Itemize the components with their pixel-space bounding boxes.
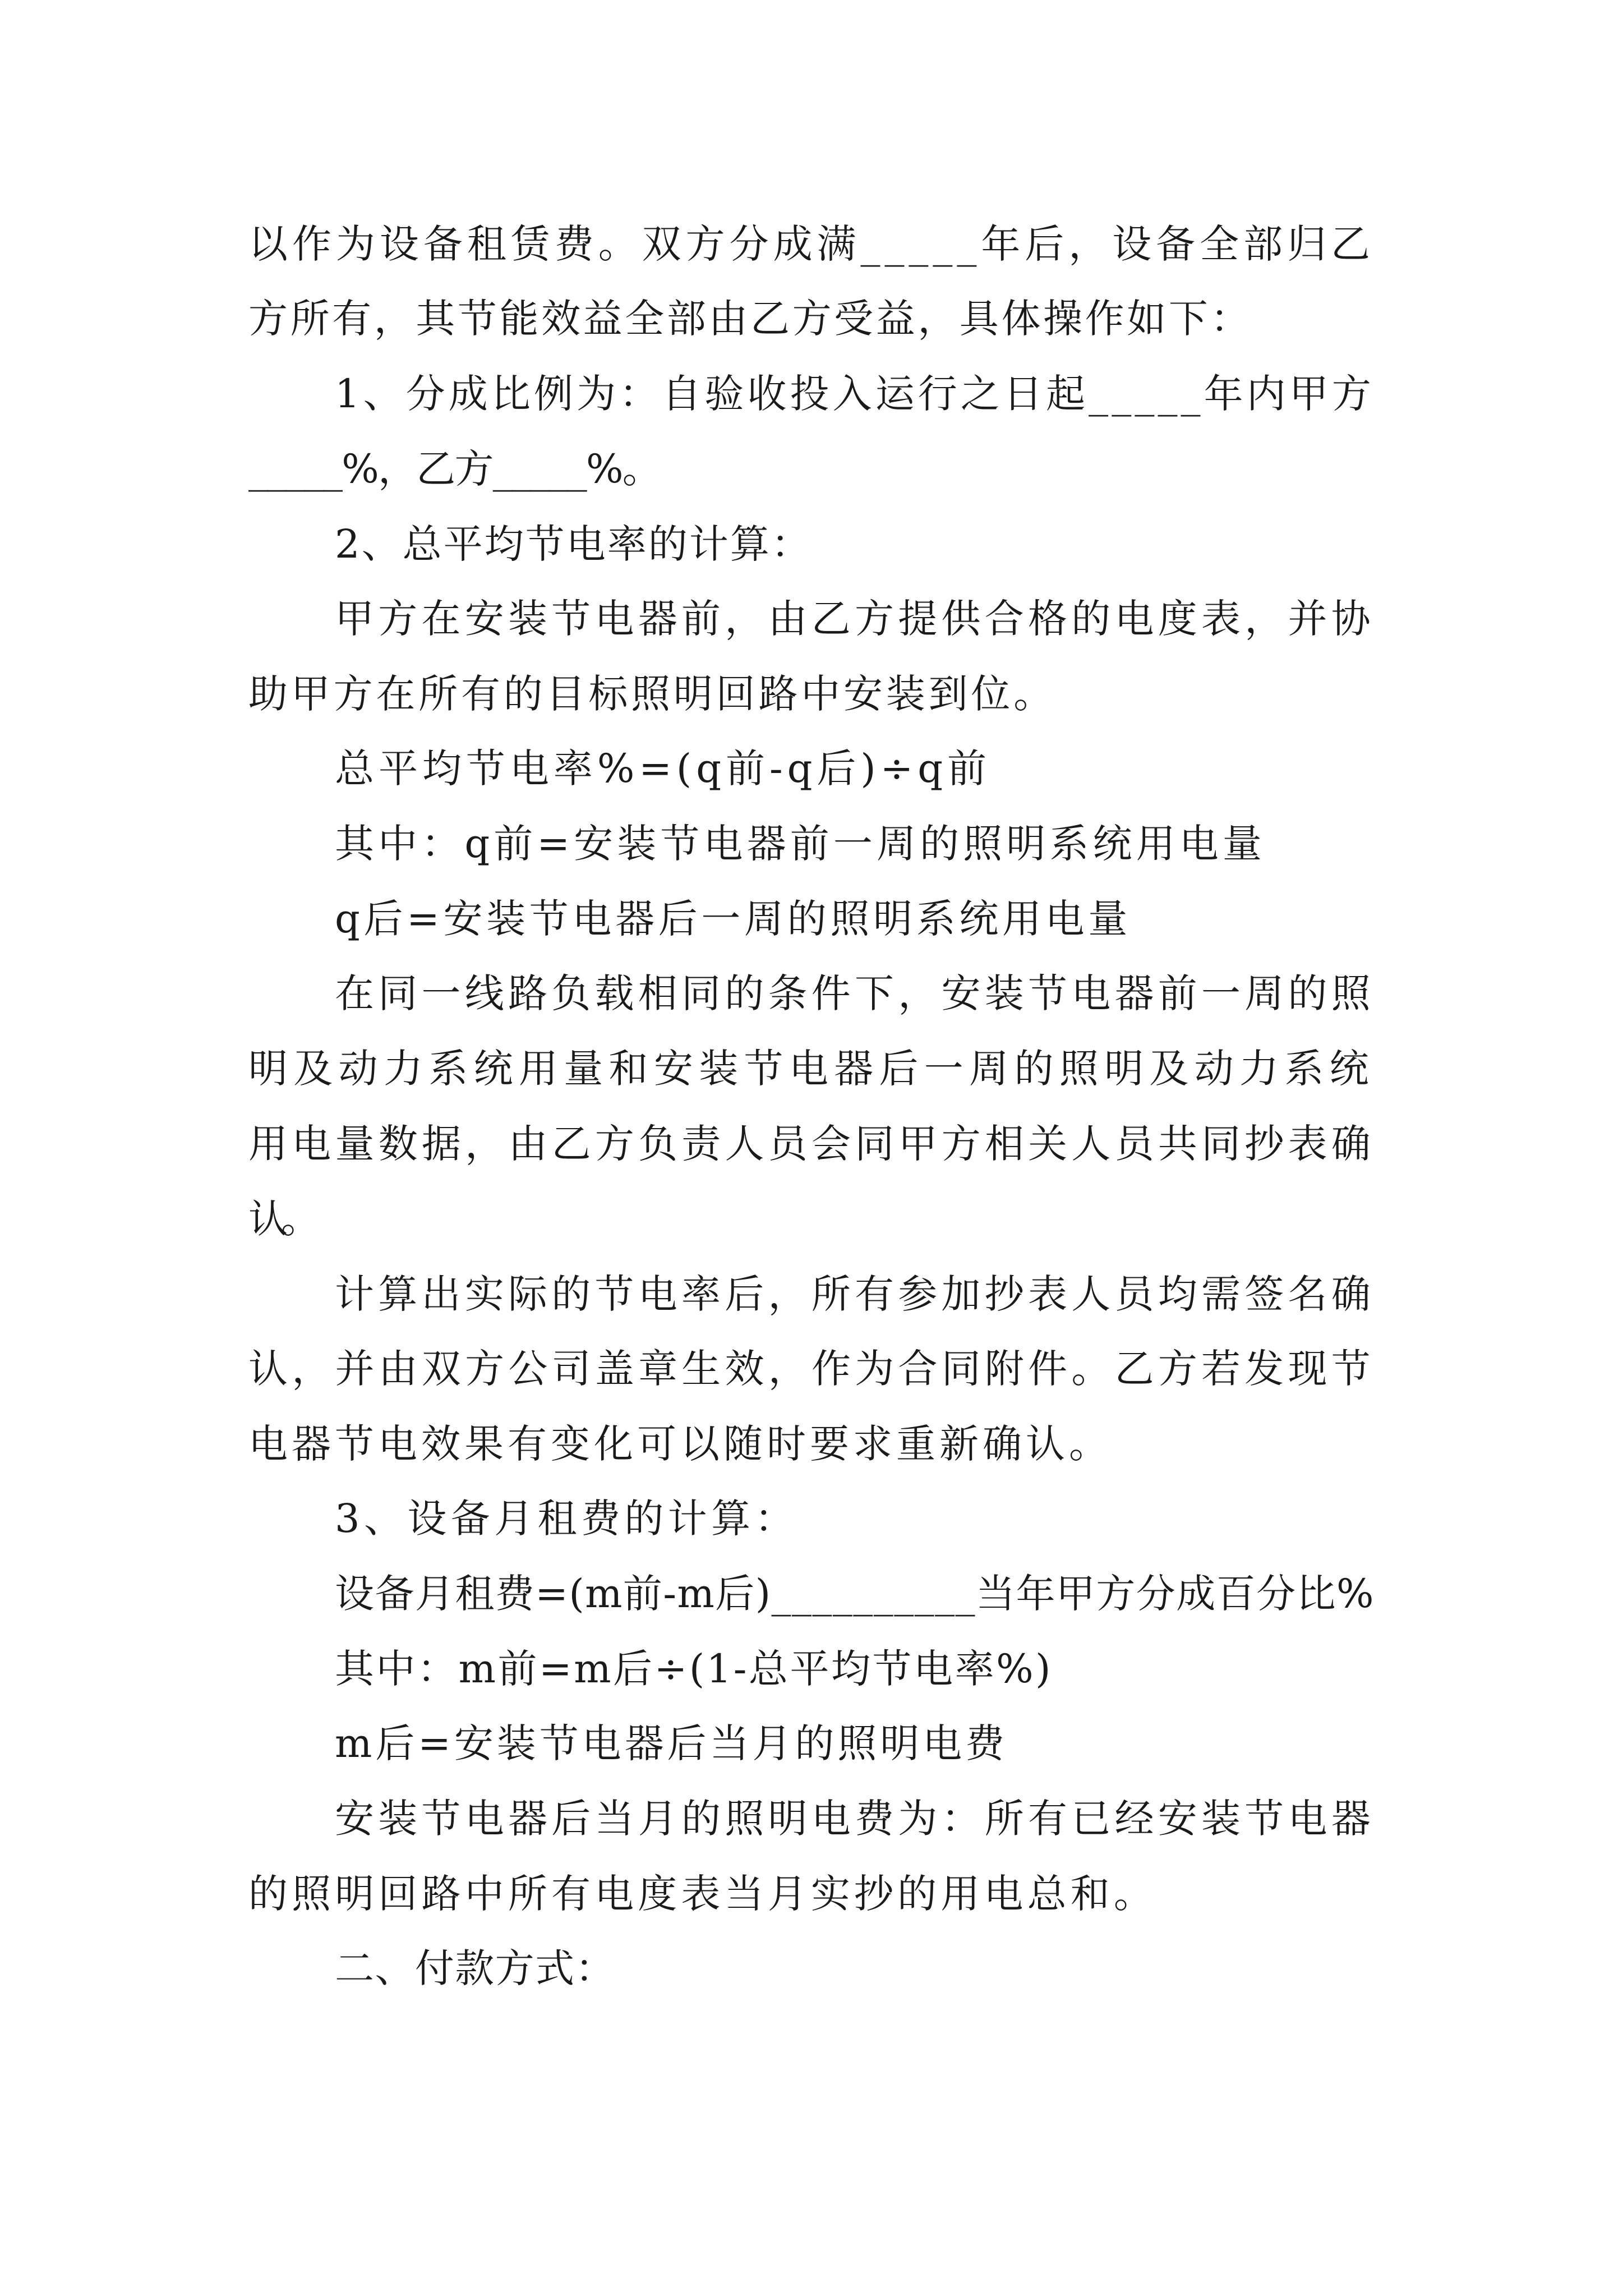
text-line: 方所有，其节能效益全部由乙方受益，具体操作如下： (248, 296, 1252, 342)
text-line: 认。 (248, 1196, 313, 1242)
text-line: _____%，乙方_____%。 (248, 446, 661, 492)
text-line: 3、设备月租费的计算： (335, 1496, 798, 1542)
text-line: 其中：q前=安装节电器前一周的照明系统用电量 (335, 821, 1266, 867)
text-line: 的照明回路中所有电度表当月实抄的用电总和。 (248, 1871, 1157, 1917)
text-line: 电器节电效果有变化可以随时要求重新确认。 (248, 1421, 1112, 1467)
text-line: 助甲方在所有的目标照明回路中安装到位。 (248, 671, 1056, 717)
text-line: 2、总平均节电率的计算： (335, 521, 812, 567)
text-line: q后=安装节电器后一周的照明系统用电量 (335, 896, 1131, 942)
text-line: 二、付款方式： (335, 1945, 615, 1991)
text-line: 总平均节电率%=(q前-q后)÷q前 (335, 746, 991, 792)
text-line: 计算出实际的节电率后，所有参加抄表人员均需签名确 (335, 1271, 1375, 1317)
text-line: 在同一线路负载相同的条件下，安装节电器前一周的照 (335, 970, 1375, 1016)
text-line: 甲方在安装节电器前，由乙方提供合格的电度表，并协 (335, 596, 1375, 642)
text-line: 明及动力系统用量和安装节电器后一周的照明及动力系统 (248, 1046, 1375, 1092)
text-line: 设备月租费=(m前-m后)__________当年甲方分成百分比% (335, 1571, 1375, 1617)
text-line: 安装节电器后当月的照明电费为：所有已经安装节电器 (335, 1796, 1375, 1842)
text-line: 1、分成比例为：自验收投入运行之日起_____年内甲方 (335, 371, 1375, 417)
text-line: 用电量数据，由乙方负责人员会同甲方相关人员共同抄表确 (248, 1121, 1375, 1167)
text-line: m后=安装节电器后当月的照明电费 (335, 1720, 1008, 1766)
text-line: 以作为设备租赁费。双方分成满_____年后，设备全部归乙 (248, 221, 1375, 267)
text-line: 其中：m前=m后÷(1-总平均节电率%) (335, 1646, 1053, 1692)
text-line: 认，并由双方公司盖章生效，作为合同附件。乙方若发现节 (248, 1346, 1375, 1392)
